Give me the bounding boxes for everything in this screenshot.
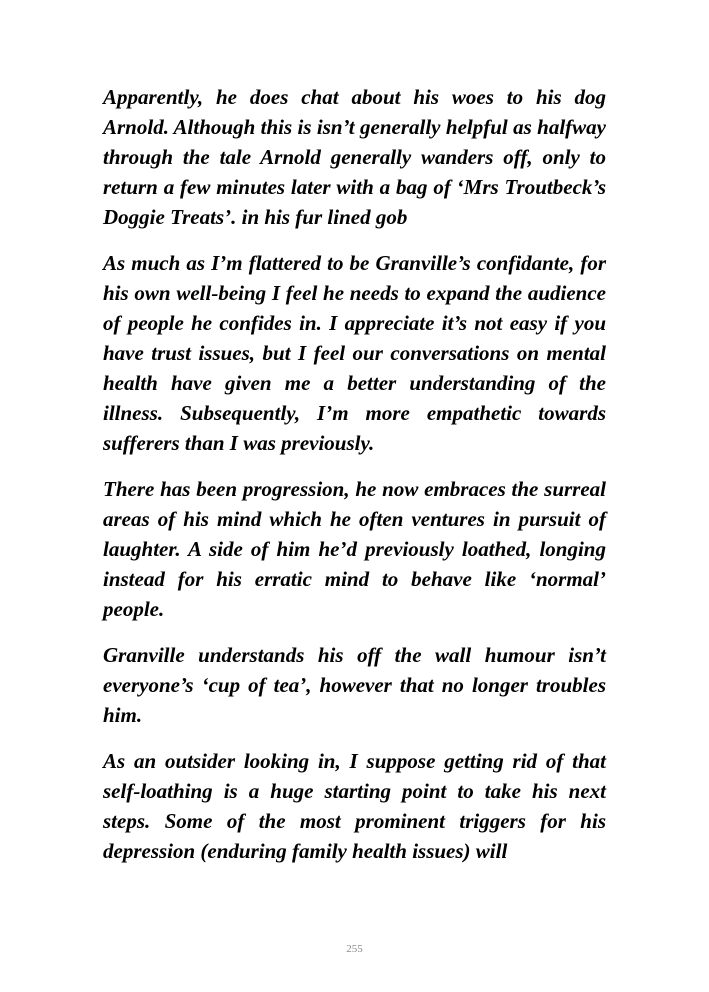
paragraph-2: As much as I’m flattered to be Granville’s confidante, for his own well-being I feel he needs to expand the audience of people he confides in. I appreciate it’s not easy if you have trust issues, but I feel our conversations on mental health have given me a better understanding of the illness. Subsequently, I’m more empathetic towards sufferers than I was previously. (103, 251, 606, 455)
paragraph-4: Granville understands his off the wall humour isn’t everyone’s ‘cup of tea’, however that no longer troubles him. (103, 643, 606, 727)
page-number: 255 (346, 943, 363, 955)
body-text (103, 82, 606, 882)
paragraph-5: As an outsider looking in, I suppose getting rid of that self-loathing is a huge starting point to take his next steps. Some of the most prominent triggers for his depression (enduring family health issues) will (103, 749, 606, 863)
paragraph-1: Apparently, he does chat about his woes to his dog Arnold. Although this is isn’t generally helpful as halfway through the tale Arnold generally wanders off, only to return a few minutes later with a bag of ‘Mrs Troutbeck’s Doggie Treats’. in his fur lined gob (103, 85, 606, 229)
paragraph-3: There has been progression, he now embraces the surreal areas of his mind which he often ventures in pursuit of laughter. A side of him he’d previously loathed, longing instead for his erratic mind to behave like ‘normal’ people. (103, 477, 606, 621)
